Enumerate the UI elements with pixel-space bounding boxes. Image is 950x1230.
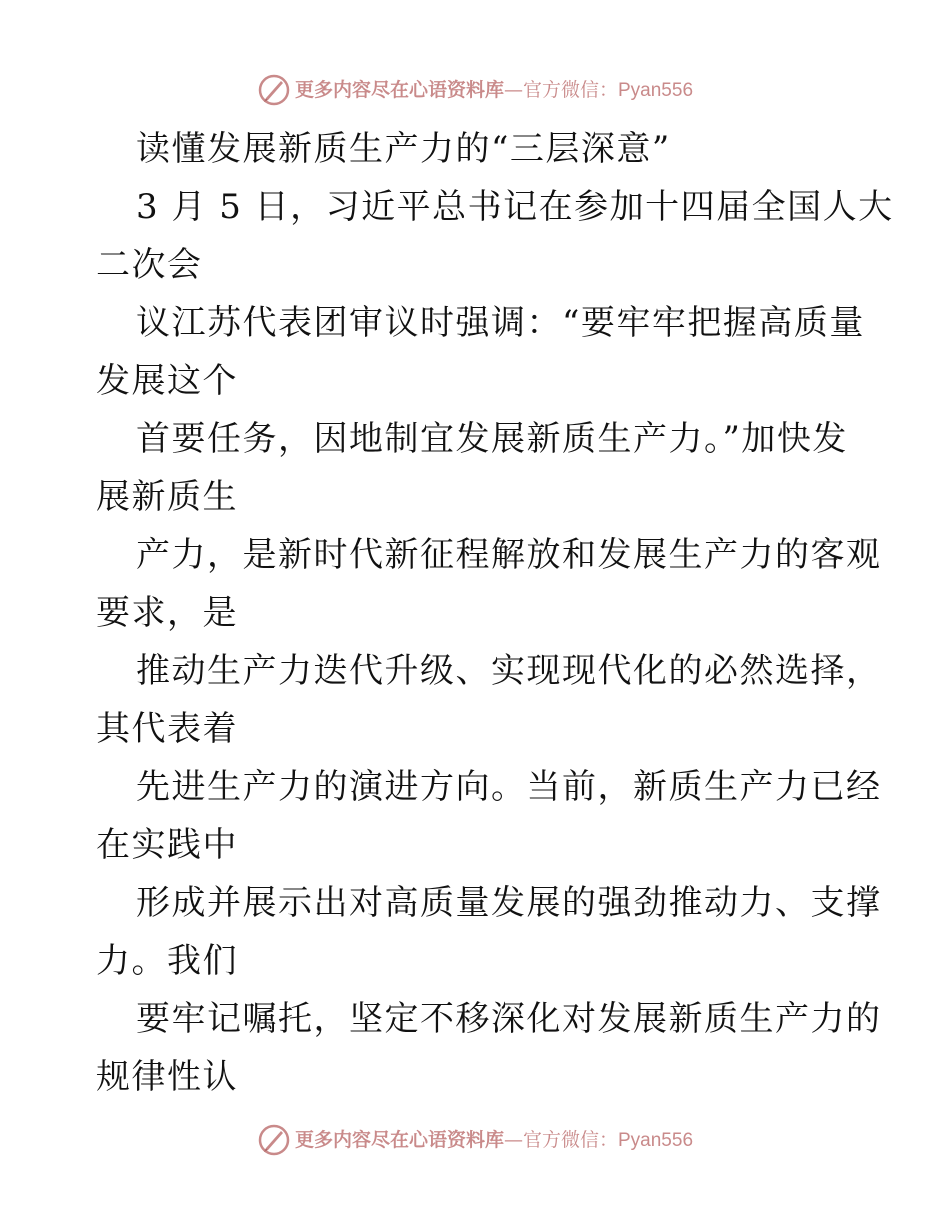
banner-separator: — xyxy=(503,78,523,101)
paragraph-line: 力。我们 xyxy=(96,941,238,981)
paragraph-line: 要求，是 xyxy=(96,593,238,633)
paragraph-line: 先进生产力的演进方向。当前，新质生产力已经 xyxy=(136,767,882,807)
quill-pen-logo-icon xyxy=(257,1123,291,1157)
paragraph-line: 产力，是新时代新征程解放和发展生产力的客观 xyxy=(136,535,882,575)
paragraph-line: 在实践中 xyxy=(96,825,238,865)
footer-watermark-banner xyxy=(0,1120,950,1160)
paragraph-line: 规律性认 xyxy=(96,1057,238,1097)
document-title: 读懂发展新质生产力的“三层深意” xyxy=(136,129,671,169)
paragraph-line: 3 月 5 日，习近平总书记在参加十四届全国人大 xyxy=(136,187,894,227)
banner-wechat-id: Pyan556 xyxy=(618,1129,694,1151)
banner-text xyxy=(295,70,693,111)
banner-separator: — xyxy=(503,1128,523,1151)
banner-wechat-id: Pyan556 xyxy=(618,79,694,101)
banner-wechat-label: 官方微信： xyxy=(522,1128,618,1151)
paragraph-line: 首要任务，因地制宜发展新质生产力。”加快发 xyxy=(136,419,848,459)
paragraph-line: 其代表着 xyxy=(96,709,238,749)
paragraph-line: 展新质生 xyxy=(96,477,238,517)
banner-wechat-label: 官方微信： xyxy=(522,78,618,101)
paragraph-line: 要牢记嘱托，坚定不移深化对发展新质生产力的 xyxy=(136,999,882,1039)
banner-main-text: 更多内容尽在心语资料库 xyxy=(294,78,504,101)
banner-main-text: 更多内容尽在心语资料库 xyxy=(294,1128,504,1151)
quill-pen-logo-icon xyxy=(257,73,291,107)
paragraph-line: 发展这个 xyxy=(96,361,238,401)
document-body xyxy=(96,120,894,1106)
banner-text xyxy=(295,1120,693,1161)
paragraph-line: 二次会 xyxy=(96,245,203,285)
header-watermark-banner xyxy=(0,70,950,110)
paragraph-line: 推动生产力迭代升级、实现现代化的必然选择， xyxy=(136,651,882,691)
paragraph-line: 形成并展示出对高质量发展的强劲推动力、支撑 xyxy=(136,883,882,923)
paragraph-line: 议江苏代表团审议时强调：“要牢牢把握高质量 xyxy=(136,303,865,343)
